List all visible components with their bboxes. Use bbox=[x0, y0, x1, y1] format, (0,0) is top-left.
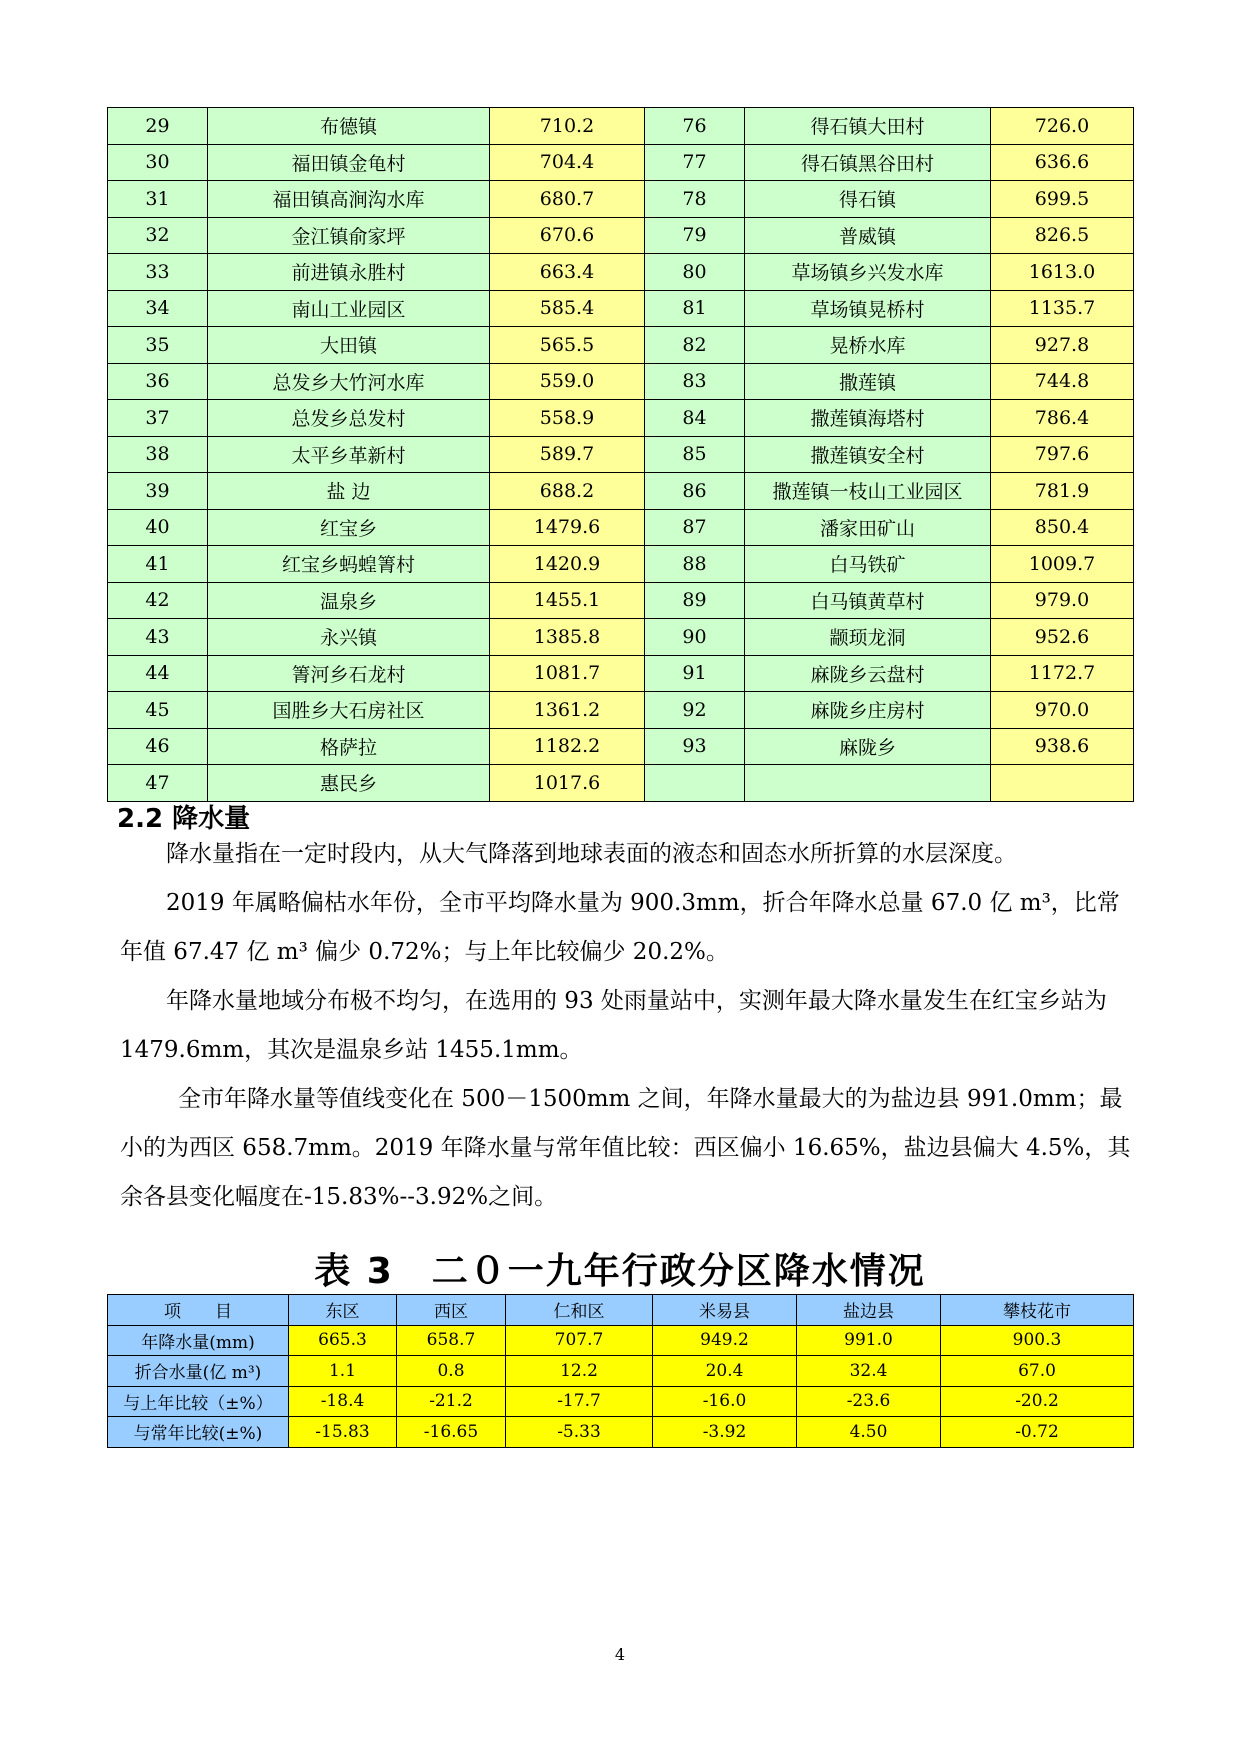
station-name: 草场镇乡兴发水库 bbox=[745, 254, 991, 291]
station-number: 33 bbox=[108, 254, 208, 291]
district-value: -16.65 bbox=[397, 1417, 506, 1448]
station-number: 88 bbox=[645, 546, 745, 583]
header-cell: 项 目 bbox=[108, 1295, 289, 1326]
header-cell: 仁和区 bbox=[506, 1295, 653, 1326]
station-value: 704.4 bbox=[490, 144, 645, 181]
station-number: 45 bbox=[108, 692, 208, 729]
district-table-title: 表 3 二０一九年行政分区降水情况 bbox=[314, 1251, 926, 1292]
district-value: 991.0 bbox=[797, 1325, 941, 1356]
station-number: 36 bbox=[108, 363, 208, 400]
header-cell: 盐边县 bbox=[797, 1295, 941, 1326]
header-cell: 东区 bbox=[289, 1295, 397, 1326]
station-name: 箐河乡石龙村 bbox=[208, 655, 490, 692]
station-name: 晃桥水库 bbox=[745, 327, 991, 364]
station-value: 1385.8 bbox=[490, 619, 645, 656]
station-number: 40 bbox=[108, 509, 208, 546]
station-number: 43 bbox=[108, 619, 208, 656]
station-name: 麻陇乡庄房村 bbox=[745, 692, 991, 729]
paragraph-definition: 降水量指在一定时段内，从大气降落到地球表面的液态和固态水所折算的水层深度。 bbox=[166, 841, 1017, 867]
station-number: 31 bbox=[108, 181, 208, 218]
table-row bbox=[108, 655, 1134, 692]
station-name: 红宝乡 bbox=[208, 509, 490, 546]
table-row bbox=[108, 327, 1134, 364]
station-number: 34 bbox=[108, 290, 208, 327]
station-value: 970.0 bbox=[991, 692, 1134, 729]
table-row bbox=[108, 290, 1134, 327]
table-row bbox=[108, 217, 1134, 254]
station-precipitation-table bbox=[107, 107, 1134, 802]
station-value: 726.0 bbox=[991, 108, 1134, 145]
district-value: 1.1 bbox=[289, 1356, 397, 1387]
station-value: 670.6 bbox=[490, 217, 645, 254]
district-table-body bbox=[108, 1325, 1134, 1447]
station-value: 688.2 bbox=[490, 473, 645, 510]
table-row bbox=[108, 108, 1134, 145]
station-value: 1081.7 bbox=[490, 655, 645, 692]
table-row bbox=[108, 473, 1134, 510]
station-value: 636.6 bbox=[991, 144, 1134, 181]
station-value: 1613.0 bbox=[991, 254, 1134, 291]
table-row bbox=[108, 582, 1134, 619]
row-label: 与常年比较(±%) bbox=[108, 1417, 289, 1448]
table-row bbox=[108, 1325, 1134, 1356]
station-name: 前进镇永胜村 bbox=[208, 254, 490, 291]
station-name: 撒莲镇 bbox=[745, 363, 991, 400]
header-cell: 攀枝花市 bbox=[941, 1295, 1134, 1326]
station-number: 37 bbox=[108, 400, 208, 437]
table-row bbox=[108, 1386, 1134, 1417]
station-number: 83 bbox=[645, 363, 745, 400]
station-value: 952.6 bbox=[991, 619, 1134, 656]
station-value: 850.4 bbox=[991, 509, 1134, 546]
district-value: 32.4 bbox=[797, 1356, 941, 1387]
station-number: 84 bbox=[645, 400, 745, 437]
district-value: -16.0 bbox=[653, 1386, 797, 1417]
table-row bbox=[108, 692, 1134, 729]
station-value: 699.5 bbox=[991, 181, 1134, 218]
table-row bbox=[108, 546, 1134, 583]
station-name: 总发乡总发村 bbox=[208, 400, 490, 437]
station-number: 46 bbox=[108, 728, 208, 765]
station-number: 29 bbox=[108, 108, 208, 145]
station-name: 白马镇黄草村 bbox=[745, 582, 991, 619]
station-name: 盐 边 bbox=[208, 473, 490, 510]
station-value: 558.9 bbox=[490, 400, 645, 437]
header-cell: 西区 bbox=[397, 1295, 506, 1326]
district-value: 665.3 bbox=[289, 1325, 397, 1356]
station-name: 普威镇 bbox=[745, 217, 991, 254]
paragraph-annual-average: 2019 年属略偏枯水年份，全市平均降水量为 900.3mm，折合年降水总量 67.0 亿 m³，比常年值 67.47 亿 m³ 偏少 0.72%；与上年比较偏少 20.2%。 bbox=[120, 890, 1120, 965]
district-value: 658.7 bbox=[397, 1325, 506, 1356]
station-value: 585.4 bbox=[490, 290, 645, 327]
station-name: 撒莲镇安全村 bbox=[745, 436, 991, 473]
station-value: 1009.7 bbox=[991, 546, 1134, 583]
station-name: 麻陇乡云盘村 bbox=[745, 655, 991, 692]
station-name: 大田镇 bbox=[208, 327, 490, 364]
station-name: 草场镇晃桥村 bbox=[745, 290, 991, 327]
table-row bbox=[108, 1356, 1134, 1387]
station-name: 金江镇俞家坪 bbox=[208, 217, 490, 254]
district-value: 900.3 bbox=[941, 1325, 1134, 1356]
station-name: 得石镇大田村 bbox=[745, 108, 991, 145]
station-table-body bbox=[108, 108, 1134, 802]
district-value: 20.4 bbox=[653, 1356, 797, 1387]
station-number: 42 bbox=[108, 582, 208, 619]
table-row bbox=[108, 765, 1134, 802]
station-name: 潘家田矿山 bbox=[745, 509, 991, 546]
station-value: 565.5 bbox=[490, 327, 645, 364]
station-number: 41 bbox=[108, 546, 208, 583]
station-name: 麻陇乡 bbox=[745, 728, 991, 765]
table-row bbox=[108, 728, 1134, 765]
paragraph-distribution: 年降水量地域分布极不均匀，在选用的 93 处雨量站中，实测年最大降水量发生在红宝乡站为 1479.6mm，其次是温泉乡站 1455.1mm。 bbox=[120, 988, 1107, 1063]
district-value: -21.2 bbox=[397, 1386, 506, 1417]
station-value: 786.4 bbox=[991, 400, 1134, 437]
district-value: 4.50 bbox=[797, 1417, 941, 1448]
station-number: 78 bbox=[645, 181, 745, 218]
station-name: 得石镇 bbox=[745, 181, 991, 218]
section-heading: 2.2 降水量 bbox=[117, 804, 251, 834]
station-value: 1135.7 bbox=[991, 290, 1134, 327]
station-number: 44 bbox=[108, 655, 208, 692]
district-value: 0.8 bbox=[397, 1356, 506, 1387]
station-number: 32 bbox=[108, 217, 208, 254]
station-number: 76 bbox=[645, 108, 745, 145]
station-name: 福田镇高涧沟水库 bbox=[208, 181, 490, 218]
station-name: 太平乡革新村 bbox=[208, 436, 490, 473]
district-value: -17.7 bbox=[506, 1386, 653, 1417]
district-value: 949.2 bbox=[653, 1325, 797, 1356]
station-number: 86 bbox=[645, 473, 745, 510]
row-label: 与上年比较（±%） bbox=[108, 1386, 289, 1417]
station-value: 1361.2 bbox=[490, 692, 645, 729]
district-value: -5.33 bbox=[506, 1417, 653, 1448]
station-number bbox=[645, 765, 745, 802]
station-name: 红宝乡蚂蝗箐村 bbox=[208, 546, 490, 583]
station-name: 格萨拉 bbox=[208, 728, 490, 765]
district-value: -18.4 bbox=[289, 1386, 397, 1417]
row-label: 年降水量(mm) bbox=[108, 1325, 289, 1356]
table-row bbox=[108, 619, 1134, 656]
station-number: 77 bbox=[645, 144, 745, 181]
table-row bbox=[108, 181, 1134, 218]
station-name: 惠民乡 bbox=[208, 765, 490, 802]
table-row bbox=[108, 509, 1134, 546]
station-value: 680.7 bbox=[490, 181, 645, 218]
table-row bbox=[108, 144, 1134, 181]
row-label: 折合水量(亿 m³) bbox=[108, 1356, 289, 1387]
station-value: 589.7 bbox=[490, 436, 645, 473]
station-value: 979.0 bbox=[991, 582, 1134, 619]
station-name: 得石镇黑谷田村 bbox=[745, 144, 991, 181]
station-name: 颛顼龙洞 bbox=[745, 619, 991, 656]
station-value: 938.6 bbox=[991, 728, 1134, 765]
station-number: 39 bbox=[108, 473, 208, 510]
station-value: 1479.6 bbox=[490, 509, 645, 546]
district-value: -3.92 bbox=[653, 1417, 797, 1448]
page-number: 4 bbox=[614, 1645, 626, 1664]
station-number: 82 bbox=[645, 327, 745, 364]
station-number: 87 bbox=[645, 509, 745, 546]
district-value: 67.0 bbox=[941, 1356, 1134, 1387]
table-row bbox=[108, 400, 1134, 437]
station-name: 总发乡大竹河水库 bbox=[208, 363, 490, 400]
station-value: 663.4 bbox=[490, 254, 645, 291]
station-number: 47 bbox=[108, 765, 208, 802]
station-value: 826.5 bbox=[991, 217, 1134, 254]
station-name: 永兴镇 bbox=[208, 619, 490, 656]
station-value: 781.9 bbox=[991, 473, 1134, 510]
station-name: 白马铁矿 bbox=[745, 546, 991, 583]
station-name: 撒莲镇海塔村 bbox=[745, 400, 991, 437]
station-value: 1420.9 bbox=[490, 546, 645, 583]
district-value: -23.6 bbox=[797, 1386, 941, 1417]
station-number: 80 bbox=[645, 254, 745, 291]
station-value: 927.8 bbox=[991, 327, 1134, 364]
station-value: 797.6 bbox=[991, 436, 1134, 473]
station-number: 91 bbox=[645, 655, 745, 692]
table-row bbox=[108, 1417, 1134, 1448]
table-row bbox=[108, 363, 1134, 400]
station-number: 90 bbox=[645, 619, 745, 656]
station-name: 布德镇 bbox=[208, 108, 490, 145]
station-value: 744.8 bbox=[991, 363, 1134, 400]
station-name: 国胜乡大石房社区 bbox=[208, 692, 490, 729]
station-value: 559.0 bbox=[490, 363, 645, 400]
district-value: 12.2 bbox=[506, 1356, 653, 1387]
station-name: 南山工业园区 bbox=[208, 290, 490, 327]
district-value: 707.7 bbox=[506, 1325, 653, 1356]
station-number: 35 bbox=[108, 327, 208, 364]
district-value: -20.2 bbox=[941, 1386, 1134, 1417]
station-name: 福田镇金龟村 bbox=[208, 144, 490, 181]
district-value: -0.72 bbox=[941, 1417, 1134, 1448]
station-number: 93 bbox=[645, 728, 745, 765]
table-row bbox=[108, 254, 1134, 291]
station-name: 撒莲镇一枝山工业园区 bbox=[745, 473, 991, 510]
station-number: 30 bbox=[108, 144, 208, 181]
station-number: 92 bbox=[645, 692, 745, 729]
station-number: 79 bbox=[645, 217, 745, 254]
table-row bbox=[108, 436, 1134, 473]
station-value: 1182.2 bbox=[490, 728, 645, 765]
district-precipitation-table bbox=[107, 1294, 1134, 1448]
station-value bbox=[991, 765, 1134, 802]
station-number: 38 bbox=[108, 436, 208, 473]
station-name bbox=[745, 765, 991, 802]
station-value: 710.2 bbox=[490, 108, 645, 145]
station-number: 89 bbox=[645, 582, 745, 619]
station-value: 1017.6 bbox=[490, 765, 645, 802]
station-number: 81 bbox=[645, 290, 745, 327]
station-value: 1455.1 bbox=[490, 582, 645, 619]
header-cell: 米易县 bbox=[653, 1295, 797, 1326]
district-header-row bbox=[108, 1295, 1134, 1326]
paragraph-isoline: 全市年降水量等值线变化在 500－1500mm 之间，年降水量最大的为盐边县 991.0mm；最小的为西区 658.7mm。2019 年降水量与常年值比较：西区偏小 16.65%，盐边县偏大 4.5%，其余各县变化幅度在-15.83%--3.92%之间。 bbox=[120, 1086, 1131, 1210]
district-value: -15.83 bbox=[289, 1417, 397, 1448]
station-value: 1172.7 bbox=[991, 655, 1134, 692]
station-number: 85 bbox=[645, 436, 745, 473]
station-name: 温泉乡 bbox=[208, 582, 490, 619]
